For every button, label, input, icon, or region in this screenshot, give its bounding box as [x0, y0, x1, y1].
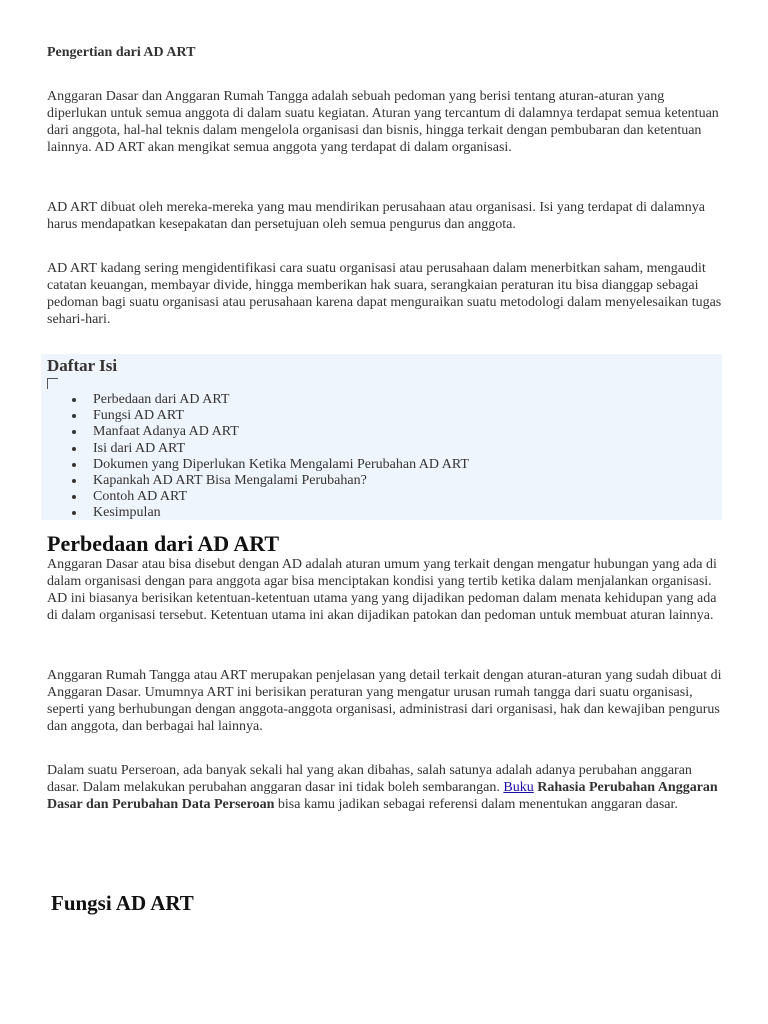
- toc-item-label[interactable]: Kesimpulan: [93, 505, 161, 521]
- perbedaan-paragraph-3: [47, 762, 727, 813]
- toc-item-kapankah[interactable]: [69, 473, 469, 489]
- table-of-contents: [41, 354, 722, 520]
- toc-item-label[interactable]: Manfaat Adanya AD ART: [93, 424, 239, 440]
- section-title-perbedaan: Perbedaan dari AD ART: [47, 531, 280, 556]
- bullet-icon: [72, 430, 76, 434]
- perbedaan-paragraph-1: Anggaran Dasar atau bisa disebut dengan AD adalah aturan umum yang terkait dengan mengatur hubungan yang ada di dalam organisasi dengan para anggota agar bisa menciptakan kondisi yang tertib ketika dalam menjalankan organisasi. AD ini biasanya berisikan ketentuan-ketentuan utama yang yang dijadikan pedoman dalam menata kehidupan yang ada di dalam organisasi tersebut. Ketentuan utama ini akan dijadikan patokan dan pedoman untuk membuat aturan lainnya.: [47, 557, 717, 623]
- bullet-icon: [72, 479, 76, 483]
- document-heading: Pengertian dari AD ART: [47, 45, 196, 60]
- toc-item-label[interactable]: Contoh AD ART: [93, 489, 188, 505]
- bullet-icon: [72, 414, 76, 418]
- buku-link[interactable]: Buku: [503, 780, 534, 795]
- section-title-fungsi: Fungsi AD ART: [51, 891, 194, 915]
- toc-item-contoh[interactable]: [69, 489, 469, 505]
- toc-item-perbedaan[interactable]: [69, 392, 469, 408]
- toggle-checkbox-icon[interactable]: [47, 378, 58, 389]
- toc-item-label[interactable]: Fungsi AD ART: [93, 408, 184, 424]
- toc-list: [69, 392, 469, 522]
- intro-paragraph-3: AD ART kadang sering mengidentifikasi cara suatu organisasi atau perusahaan dalam menerbitkan saham, mengaudit catatan keuangan, membayar divide, hingga memberikan hak suara, serangkaian peraturan itu bisa dianggap sebagai pedoman bagi suatu organisasi atau perusahaan karena dapat menguraikan suatu metodologi dalam menyelesaikan tugas sehari-hari.: [47, 261, 722, 327]
- toc-item-label[interactable]: Isi dari AD ART: [93, 440, 186, 456]
- toc-item-label[interactable]: Perbedaan dari AD ART: [93, 392, 230, 407]
- toc-item-manfaat[interactable]: [69, 424, 469, 440]
- toc-item-label[interactable]: Dokumen yang Diperlukan Ketika Mengalami Perubahan AD ART: [93, 456, 469, 472]
- bullet-icon: [72, 398, 76, 402]
- paragraph-text: Dalam suatu Perseroan, ada banyak sekali hal yang akan dibahas, salah satunya adalah adanya perubahan anggaran dasar. Dalam melakukan perubahan anggaran dasar ini tidak boleh sembarangan.: [47, 763, 692, 795]
- bullet-icon: [72, 447, 76, 451]
- bullet-icon: [72, 511, 76, 515]
- toc-title: Daftar Isi: [47, 356, 118, 375]
- paragraph-text: bisa kamu jadikan sebagai referensi dalam menentukan anggaran dasar.: [274, 797, 678, 812]
- toc-item-fungsi[interactable]: [69, 408, 469, 424]
- bullet-icon: [72, 495, 76, 499]
- book-title-bold: Rahasia Perubahan Anggaran Dasar dan Perubahan Data Perseroan: [47, 780, 718, 812]
- perbedaan-paragraph-2: Anggaran Rumah Tangga atau ART merupakan penjelasan yang detail terkait dengan aturan-aturan yang sudah dibuat di Anggaran Dasar. Umumnya ART ini berisikan peraturan yang mengatur urusan rumah tangga dari suatu organisasi, seperti yang berhubungan dengan anggota-anggota organisasi, administrasi dari organisasi, hak dan kewajiban pengurus dan anggota, dan berbagai hal lainnya.: [47, 668, 722, 734]
- intro-paragraph-2: AD ART dibuat oleh mereka-mereka yang mau mendirikan perusahaan atau organisasi. Isi yang terdapat di dalamnya harus mendapatkan kesepakatan dan persetujuan oleh semua pengurus dan anggota.: [47, 200, 705, 232]
- toc-item-label[interactable]: Kapankah AD ART Bisa Mengalami Perubahan?: [93, 473, 367, 489]
- bullet-icon: [72, 463, 76, 467]
- toc-item-kesimpulan[interactable]: [69, 505, 469, 521]
- intro-paragraph-1: Anggaran Dasar dan Anggaran Rumah Tangga adalah sebuah pedoman yang berisi tentang aturan-aturan yang diperlukan untuk semua anggota di dalam suatu kegiatan. Aturan yang tercantum di dalamnya terdapat semua ketentuan dari anggota, hal-hal teknis dalam mengelola organisasi dan bisnis, hingga terkait dengan pembubaran dan ketentuan lainnya. AD ART akan mengikat semua anggota yang terdapat di dalam organisasi.: [47, 89, 719, 155]
- toc-item-dokumen[interactable]: [69, 457, 469, 473]
- toc-item-isi[interactable]: [69, 441, 469, 457]
